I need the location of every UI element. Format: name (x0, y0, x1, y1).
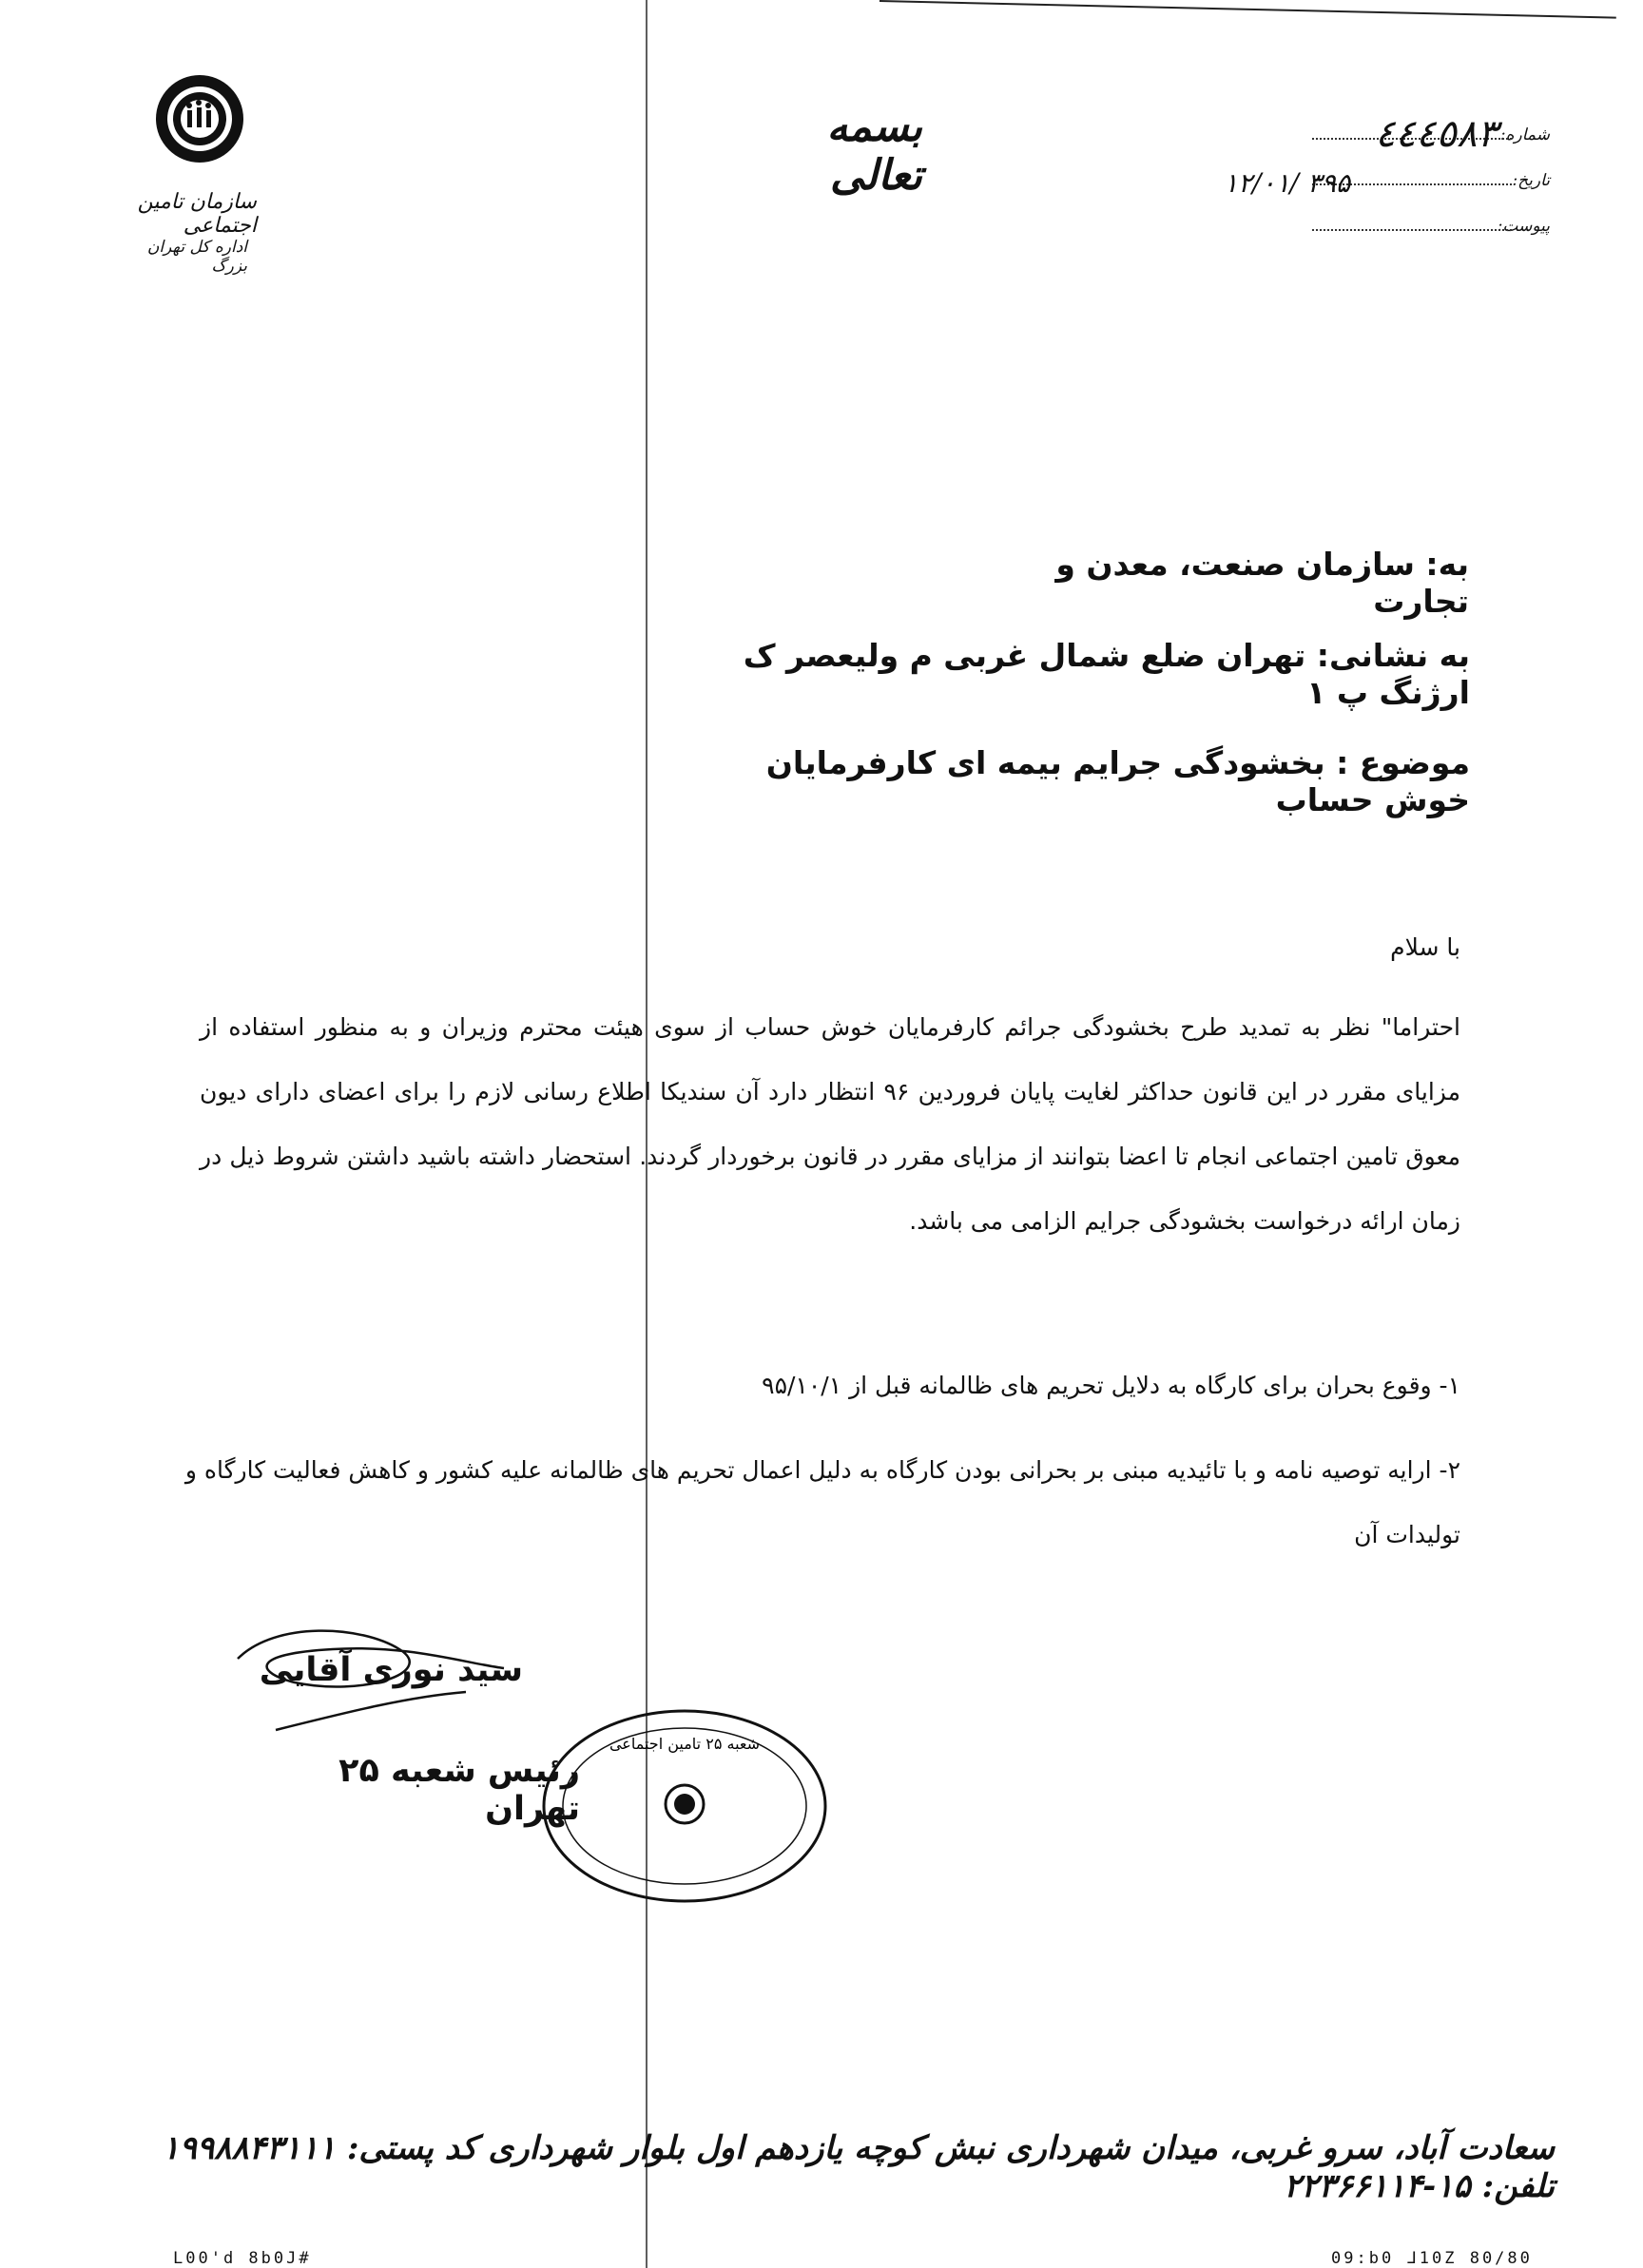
organization-emblem-icon (124, 67, 314, 181)
date-row (1189, 158, 1550, 203)
fax-id-left: L00'd 8b0J# (173, 2249, 312, 2268)
attachment-dots (1312, 229, 1512, 231)
footer-address: سعادت آباد، سرو غربی، میدان شهرداری نبش کوچه یازدهم اول بلوار شهرداری کد پستی: ۱۹۹۸۸۴۳۱۱۱ تلفن: ۱۵-۲۲۳۶۶۱۱۴ (162, 2129, 1555, 2205)
recipient-line: به: سازمان صنعت، معدن و تجارت (1055, 546, 1469, 620)
signatory-title: رئیس شعبه ۲۵ تهران (338, 1752, 580, 1828)
condition-item-2: ۲- ارایه توصیه نامه و با تائیدیه مبنی بر بحرانی بودن کارگاه به دلیل اعمال تحریم های ظالمانه علیه کشور و کاهش فعالیت کارگاه و تولیدات آن (184, 1456, 1460, 1548)
subject-line: موضوع : بخشودگی جرایم بیمه ای کارفرمایان خوش حساب (765, 744, 1470, 818)
bismillah-heading: بسمه تعالی (826, 103, 922, 200)
stamp-text: شعبه ۲۵ تامین اجتماعی (609, 1735, 761, 1753)
top-fax-line (879, 0, 1616, 19)
attachment-label: پیوست: (1497, 217, 1550, 236)
letter-date: ۳۹۵ /۱۲/۰۱ (1223, 167, 1350, 199)
address-line: به نشانی: تهران ضلع شمال غربی م ولیعصر ک ارژنگ پ ۱ (743, 637, 1470, 711)
letter-number: ٤٤٤٥٨٣ (1375, 112, 1498, 156)
date-label: تاریخ: (1512, 171, 1550, 190)
official-stamp (532, 1692, 837, 1920)
fax-id-right: 09:b0 ᒧ10Z 80/80 (1331, 2249, 1533, 2268)
number-label: شماره: (1499, 125, 1550, 144)
signatory-name: سید نوری آقایی (259, 1651, 523, 1689)
body-paragraph: احتراما" نظر به تمدید طرح بخشودگی جرائم کارفرمایان خوش حساب از سوی هیئت محترم وزیران و به منظور استفاده از مزایای مقرر در این قانون حداکثر لغایت پایان فروردین ۹۶ انتظار دارد آن سندیکا اطلاع رسانی لازم را برای اعضای دارای دیون معوق تامین اجتماعی انجام تا اعضا بتوانند از مزایای مقرر در قانون برخوردار گردند. استحضار داشته باشید داشتن شروط ذیل در زمان ارائه درخواست بخشودگی جرایم الزامی می باشد. (200, 1013, 1460, 1235)
condition-item-1: ۱- وقوع بحران برای کارگاه به دلایل تحریم های ظالمانه قبل از ۹۵/۱۰/۱ (762, 1372, 1460, 1399)
organization-subtitle: اداره کل تهران بزرگ (146, 238, 247, 276)
fax-strip (0, 2249, 1643, 2268)
organization-name: سازمان تامین اجتماعی (137, 190, 257, 238)
attachment-row (1189, 203, 1550, 249)
greeting: با سلام (1390, 933, 1460, 961)
number-row (1189, 112, 1550, 158)
letter-meta (1189, 112, 1550, 249)
